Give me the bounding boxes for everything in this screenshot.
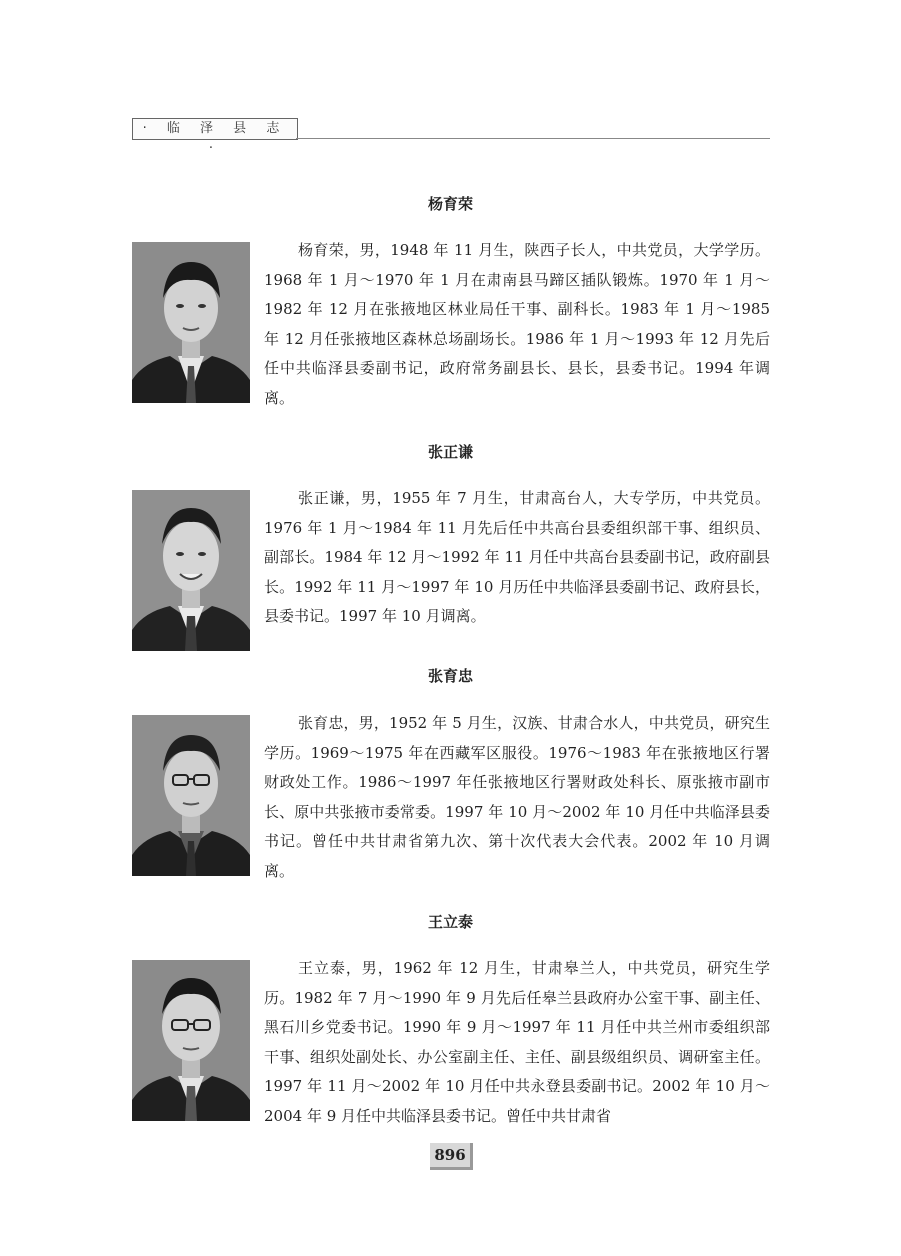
entry-bio: 张正谦，男，1955 年 7 月生，甘肃高台人，大专学历，中共党员。1976 年 1 月～1984 年 11 月先后任中共高台县委组织部干事、组织员、副部长。1984 年 12 月～1992 年 11 月任中共高台县委副书记，政府副县长。1992 年 11 月～1997 年 10 月历任中共临泽县委副书记、政府县长，县委书记。1997 年 10 月调离。 [264,489,770,626]
portrait-photo [132,490,250,651]
entry-name: 杨育荣 [427,195,473,213]
page-number: 896 [430,1143,473,1170]
entry-name: 张育忠 [427,667,473,685]
portrait-photo [132,960,250,1121]
entry-bio: 王立泰，男，1962 年 12 月生，甘肃皋兰人，中共党员，研究生学历。1982 年 7 月～1990 年 9 月先后任皋兰县政府办公室干事、副主任、黑石川乡党委书记。1990 年 9 月～1997 年 11 月任中共兰州市委组织部干事、组织处副处长、办公室副主任、主任、副县级组织员、调研室主任。1997 年 11 月～2002 年 10 月任中共永登县委副书记。2002 年 10 月～2004 年 9 月任中共临泽县委书记。曾任中共甘肃省 [264,959,770,1125]
entry-bio: 杨育荣，男，1948 年 11 月生，陕西子长人，中共党员，大学学历。1968 年 1 月～1970 年 1 月在肃南县马蹄区插队锻炼。1970 年 1 月～1982 年 12 月在张掖地区林业局任干事、副科长。1983 年 1 月～1985 年 12 月任张掖地区森林总场副场长。1986 年 1 月～1993 年 12 月先后任中共临泽县委副书记，政府常务副县长、县长，县委书记。1994 年调离。 [264,241,770,407]
entry-bio: 张育忠，男，1952 年 5 月生，汉族、甘肃合水人，中共党员，研究生学历。1969～1975 年在西藏军区服役。1976～1983 年在张掖地区行署财政处工作。1986～1997 年任张掖地区行署财政处科长、原张掖市副市长、原中共张掖市委常委。1997 年 10 月～2002 年 10 月任中共临泽县委书记。曾任中共甘肃省第九次、第十次代表大会代表。2002 年 10 月调离。 [264,714,770,880]
entry-name: 王立泰 [427,913,473,931]
entry-name: 张正谦 [427,443,473,461]
header-rule [296,138,770,139]
book-title-tab: · 临 泽 县 志 · [132,118,298,140]
portrait-photo [132,242,250,403]
portrait-photo [132,715,250,876]
